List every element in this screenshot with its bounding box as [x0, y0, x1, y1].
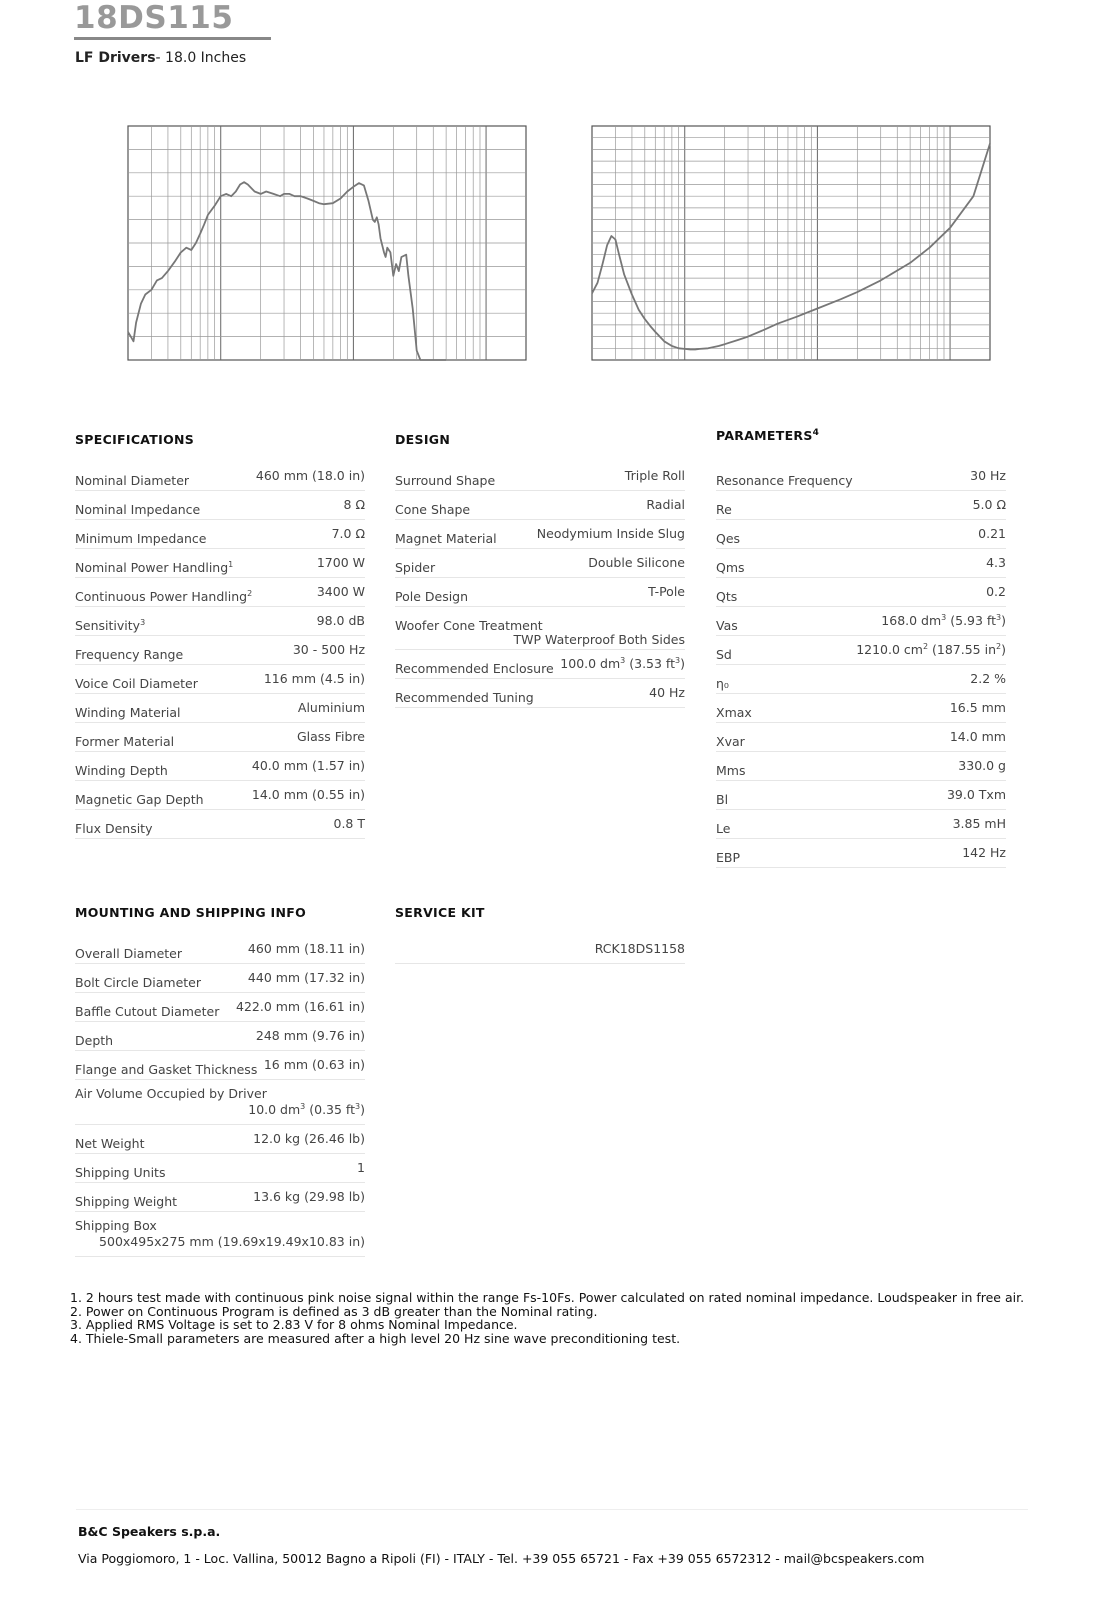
design-value-part: Radial	[646, 497, 685, 512]
design-label-text: Recommended Enclosure	[395, 661, 554, 676]
mounting-value	[99, 1234, 365, 1249]
mounting-value	[253, 1131, 365, 1146]
footnote-3: 3. Applied RMS Voltage is set to 2.83 V for 8 ohms Nominal Impedance.	[70, 1317, 518, 1332]
specifications-row	[75, 723, 365, 752]
parameters-label	[716, 589, 737, 604]
specifications-label-text: Continuous Power Handling	[75, 589, 248, 605]
parameters-value-part: 2	[922, 642, 929, 651]
design-label	[395, 531, 497, 546]
mounting-label	[75, 946, 182, 961]
mounting-value-part: 500x495x275 mm (19.69x19.49x10.83 in)	[99, 1234, 365, 1249]
design-value-part: (3.53 ft	[625, 656, 676, 672]
specifications-row	[75, 694, 365, 723]
frequency-response-chart	[106, 120, 546, 385]
parameters-label-text: Xmax	[716, 705, 752, 720]
specifications-value	[317, 555, 365, 570]
size-label: - 18.0 Inches	[155, 50, 247, 66]
design-value	[646, 497, 685, 512]
specifications-label	[75, 473, 189, 488]
specifications-row	[75, 520, 365, 549]
specifications-label	[75, 763, 168, 778]
mounting-row	[75, 1183, 365, 1212]
design-label-text: Recommended Tuning	[395, 690, 534, 705]
parameters-label	[716, 531, 740, 546]
mounting-value-part: 248 mm (9.76 in)	[255, 1028, 365, 1043]
specifications-value-part: Aluminium	[297, 700, 365, 715]
parameters-value-part: )	[1001, 613, 1006, 629]
impedance-svg	[570, 120, 1010, 385]
mounting-value-part: 3	[355, 1102, 361, 1111]
mounting-label	[75, 1165, 165, 1180]
parameters-value-part: 39.0 Txm	[946, 787, 1006, 802]
parameters-label	[716, 763, 745, 778]
parameters-value-part: 30 Hz	[970, 468, 1006, 483]
mounting-value-part: 1	[357, 1160, 365, 1175]
specifications-row	[75, 810, 365, 839]
specifications-value	[256, 468, 365, 483]
parameters-row	[716, 607, 1006, 636]
specifications-label	[75, 531, 206, 546]
specifications-label	[75, 792, 204, 807]
specifications-label-text: Magnetic Gap Depth	[75, 792, 204, 807]
specifications-value	[332, 526, 365, 541]
parameters-value	[986, 555, 1006, 570]
parameters-row	[716, 723, 1006, 752]
design-row	[395, 520, 685, 549]
design-value-part: Neodymium Inside Slug	[536, 526, 685, 541]
parameters-value-part: 142 Hz	[962, 845, 1006, 860]
parameters-label	[716, 618, 738, 633]
specifications-value-part: Glass Fibre	[296, 729, 365, 744]
mounting-label	[75, 1062, 257, 1077]
parameters-label-text: Le	[716, 821, 731, 836]
specifications-label-text: Nominal Diameter	[75, 473, 190, 488]
design-row	[395, 491, 685, 520]
specifications-row	[75, 549, 365, 578]
parameters-value	[953, 816, 1006, 831]
mounting-row	[75, 935, 365, 964]
parameters-value-part: 330.0 g	[958, 758, 1006, 773]
parameters-label-text: Bl	[716, 792, 729, 807]
mounting-label-text: Shipping Units	[75, 1165, 166, 1180]
design-value	[514, 632, 686, 647]
specifications-value	[252, 758, 365, 773]
specifications-value-part: 30 - 500 Hz	[292, 642, 365, 657]
company-address: Via Poggiomoro, 1 - Loc. Vallina, 50012 Bagno a Ripoli (FI) - ITALY - Tel. +39 055 65721 - Fax +39 055 6572312 - mail@bcspeakers.com	[78, 1551, 925, 1566]
mounting-value-part: 422.0 mm (16.61 in)	[236, 999, 365, 1014]
parameters-value	[950, 700, 1006, 715]
parameters-row	[716, 462, 1006, 491]
service-kit-value: RCK18DS1158	[594, 941, 685, 956]
specifications-label	[75, 676, 198, 691]
mounting-value-part: 440 mm (17.32 in)	[247, 970, 365, 985]
mounting-value	[256, 1028, 365, 1043]
mounting-value	[248, 1102, 365, 1117]
footnote-4: 4. Thiele-Small parameters are measured after a high level 20 Hz sine wave preconditioning test.	[70, 1330, 681, 1346]
specifications-value-part: 14.0 mm (0.55 in)	[251, 787, 365, 802]
mounting-label	[75, 1136, 144, 1151]
model-title: 18DS115	[74, 0, 234, 36]
specifications-label-footnote: 3	[140, 618, 146, 627]
specifications-value	[334, 816, 366, 831]
specifications-label	[75, 560, 233, 575]
design-row	[395, 549, 685, 578]
mounting-row	[75, 993, 365, 1022]
parameters-value	[950, 729, 1006, 744]
parameters-value-part: 4.3	[986, 555, 1006, 570]
design-row	[395, 578, 685, 607]
parameters-label-text: η₀	[716, 676, 729, 691]
footnote-2: 2. Power on Continuous Program is defined as 3 dB greater than the Nominal rating.	[70, 1303, 598, 1319]
parameters-value-part: 168.0 dm	[881, 613, 942, 629]
parameters-value	[973, 497, 1006, 512]
design-value-part: 3	[620, 656, 626, 665]
title-underline	[74, 37, 271, 40]
specifications-table	[75, 462, 365, 839]
service-kit-table	[395, 935, 685, 964]
specifications-value	[264, 671, 365, 686]
parameters-value	[978, 526, 1006, 541]
specifications-label-footnote: 2	[247, 589, 253, 598]
parameters-label-text: Xvar	[716, 734, 745, 749]
parameters-value	[856, 642, 1006, 657]
design-value	[560, 656, 685, 671]
design-table	[395, 462, 685, 708]
design-label	[395, 618, 543, 633]
footnote-1: 1. 2 hours test made with continuous pink noise signal within the range Fs-10Fs. Power calculated on rated nominal impedance. Loudspeaker in free air.	[70, 1290, 1025, 1305]
parameters-value	[970, 671, 1006, 686]
design-row	[395, 462, 685, 491]
design-label	[395, 661, 554, 676]
mounting-label-text: Baffle Cutout Diameter	[75, 1004, 220, 1019]
parameters-label	[716, 647, 732, 662]
parameters-row	[716, 578, 1006, 607]
mounting-label-text: Shipping Box	[75, 1218, 157, 1233]
parameters-label	[716, 473, 853, 488]
design-label	[395, 589, 468, 604]
specifications-value	[298, 700, 365, 715]
design-label	[395, 502, 470, 517]
design-label	[395, 690, 534, 705]
design-value-part: T-Pole	[648, 584, 685, 599]
mounting-value	[253, 1189, 365, 1204]
mounting-value	[248, 941, 365, 956]
mounting-label-text: Bolt Circle Diameter	[75, 975, 202, 990]
mounting-row	[75, 1212, 365, 1257]
specifications-row	[75, 462, 365, 491]
specifications-value	[293, 642, 365, 657]
design-value	[625, 468, 685, 483]
parameters-title-text: PARAMETERS	[716, 428, 813, 444]
design-value-part: 3	[675, 656, 681, 665]
design-title: DESIGN	[395, 432, 451, 447]
specifications-value-part: 116 mm (4.5 in)	[263, 671, 365, 686]
parameters-value-part: )	[1001, 642, 1006, 658]
category-label: LF Drivers	[75, 50, 156, 66]
mounting-value-part: 3	[300, 1102, 306, 1111]
parameters-value-part: (5.93 ft	[946, 613, 997, 629]
design-label-text: Pole Design	[395, 589, 469, 604]
parameters-value-part: 3	[941, 613, 947, 622]
specifications-label-text: Minimum Impedance	[75, 531, 207, 546]
mounting-value-part: (0.35 ft	[305, 1102, 356, 1118]
specifications-row	[75, 752, 365, 781]
specifications-value-part: 0.8 T	[333, 816, 365, 831]
parameters-row	[716, 694, 1006, 723]
specifications-label-text: Flux Density	[75, 821, 153, 836]
footnotes	[70, 1291, 1024, 1345]
mounting-label-text: Depth	[75, 1033, 114, 1048]
parameters-label	[716, 676, 729, 691]
parameters-row	[716, 810, 1006, 839]
specifications-row	[75, 781, 365, 810]
impedance-chart	[570, 120, 1010, 385]
parameters-value-part: 1210.0 cm	[856, 642, 923, 658]
parameters-value-part: 3	[996, 613, 1002, 622]
mounting-value	[264, 1057, 365, 1072]
mounting-label	[75, 1218, 157, 1233]
parameters-value	[962, 845, 1006, 860]
subtitle	[75, 50, 246, 66]
parameters-value	[986, 584, 1006, 599]
parameters-label	[716, 734, 745, 749]
parameters-value-part: 2.2 %	[970, 671, 1006, 686]
specifications-value-part: 7.0 Ω	[331, 526, 365, 541]
design-label-text: Magnet Material	[395, 531, 497, 546]
parameters-label-text: Sd	[716, 647, 732, 662]
design-label-text: Cone Shape	[395, 502, 471, 517]
specifications-row	[75, 636, 365, 665]
design-value-part: 100.0 dm	[560, 656, 621, 672]
mounting-row	[75, 1125, 365, 1154]
service-kit-row	[395, 935, 685, 964]
mounting-row	[75, 964, 365, 993]
parameters-row	[716, 549, 1006, 578]
mounting-row	[75, 1051, 365, 1080]
design-value	[537, 526, 685, 541]
mounting-value	[357, 1160, 365, 1175]
mounting-label-text: Shipping Weight	[75, 1194, 178, 1209]
design-value-part: Double Silicone	[588, 555, 685, 570]
design-value	[588, 555, 685, 570]
specifications-row	[75, 491, 365, 520]
specifications-row	[75, 578, 365, 607]
parameters-title	[716, 428, 819, 443]
frequency-response-svg	[106, 120, 546, 385]
mounting-value	[236, 999, 365, 1014]
specifications-value-part: 98.0 dB	[316, 613, 365, 628]
mounting-table	[75, 935, 365, 1257]
parameters-value-part: 0.2	[986, 584, 1006, 599]
parameters-label	[716, 560, 745, 575]
mounting-label	[75, 1004, 219, 1019]
parameters-label-text: Qms	[716, 560, 745, 575]
parameters-value	[881, 613, 1006, 628]
parameters-label-text: Qts	[716, 589, 738, 604]
parameters-table	[716, 462, 1006, 868]
specifications-value-part: 460 mm (18.0 in)	[255, 468, 365, 483]
specifications-label-text: Nominal Impedance	[75, 502, 201, 517]
mounting-label	[75, 1194, 177, 1209]
mounting-value-part: 460 mm (18.11 in)	[247, 941, 365, 956]
parameters-value-part: 16.5 mm	[949, 700, 1006, 715]
parameters-row	[716, 665, 1006, 694]
parameters-value	[970, 468, 1006, 483]
mounting-value	[248, 970, 365, 985]
mounting-label-text: Overall Diameter	[75, 946, 183, 961]
specifications-row	[75, 665, 365, 694]
specifications-label-text: Winding Depth	[75, 763, 168, 778]
specifications-label-text: Former Material	[75, 734, 175, 749]
parameters-value-part: 5.0 Ω	[972, 497, 1006, 512]
footer-divider	[76, 1509, 1028, 1510]
specifications-label-text: Winding Material	[75, 705, 181, 720]
parameters-row	[716, 781, 1006, 810]
specifications-value	[317, 613, 365, 628]
design-value	[649, 685, 685, 700]
mounting-value-part: 13.6 kg (29.98 lb)	[253, 1189, 365, 1204]
parameters-label	[716, 792, 728, 807]
mounting-row	[75, 1154, 365, 1183]
design-label	[395, 560, 435, 575]
parameters-label	[716, 705, 752, 720]
specifications-value-part: 1700 W	[316, 555, 365, 570]
design-label-text: Woofer Cone Treatment	[395, 618, 543, 633]
mounting-title: MOUNTING AND SHIPPING INFO	[75, 905, 307, 920]
parameters-value	[947, 787, 1006, 802]
parameters-value-part: 2	[996, 642, 1002, 651]
company-name: B&C Speakers s.p.a.	[78, 1524, 221, 1539]
design-label-text: Surround Shape	[395, 473, 496, 488]
parameters-row	[716, 636, 1006, 665]
parameters-label	[716, 850, 740, 865]
design-row	[395, 650, 685, 679]
specifications-label-text: Sensitivity	[75, 618, 141, 634]
mounting-row	[75, 1022, 365, 1051]
specifications-label	[75, 821, 152, 836]
parameters-label	[716, 821, 730, 836]
parameters-row	[716, 491, 1006, 520]
mounting-label-text: Air Volume Occupied by Driver	[75, 1086, 267, 1101]
mounting-label	[75, 1033, 113, 1048]
mounting-value-part: 16 mm (0.63 in)	[263, 1057, 365, 1072]
design-label	[395, 473, 495, 488]
specifications-value	[297, 729, 365, 744]
parameters-row	[716, 839, 1006, 868]
specifications-label	[75, 705, 181, 720]
parameters-footnote: 4	[812, 428, 820, 438]
parameters-value-part: 14.0 mm	[949, 729, 1006, 744]
mounting-row	[75, 1080, 365, 1125]
parameters-row	[716, 520, 1006, 549]
specifications-value	[317, 584, 365, 599]
mounting-label-text: Flange and Gasket Thickness	[75, 1062, 258, 1077]
mounting-value-part: 12.0 kg (26.46 lb)	[253, 1131, 365, 1146]
design-row	[395, 679, 685, 708]
design-label-text: Spider	[395, 560, 436, 575]
specifications-value	[252, 787, 365, 802]
parameters-row	[716, 752, 1006, 781]
specifications-label	[75, 618, 145, 633]
parameters-value-part: 0.21	[978, 526, 1006, 541]
design-row	[395, 607, 685, 650]
specifications-label	[75, 734, 174, 749]
mounting-value-part: 10.0 dm	[248, 1102, 301, 1118]
specifications-title: SPECIFICATIONS	[75, 432, 195, 447]
parameters-label	[716, 502, 732, 517]
parameters-value-part: 3.85 mH	[952, 816, 1006, 831]
specifications-row	[75, 607, 365, 636]
parameters-label-text: EBP	[716, 850, 741, 865]
parameters-label-text: Re	[716, 502, 732, 517]
specifications-label-footnote: 1	[228, 560, 234, 569]
service-kit-title: SERVICE KIT	[395, 905, 485, 920]
parameters-label-text: Resonance Frequency	[716, 473, 853, 488]
mounting-label	[75, 1086, 267, 1101]
design-value-part: Triple Roll	[624, 468, 685, 483]
mounting-value-part: )	[360, 1102, 365, 1118]
specifications-label-text: Nominal Power Handling	[75, 560, 229, 576]
specifications-label	[75, 502, 200, 517]
specifications-label-text: Voice Coil Diameter	[75, 676, 198, 691]
design-value-part: )	[680, 656, 685, 672]
specifications-label-text: Frequency Range	[75, 647, 184, 662]
specifications-label	[75, 589, 252, 604]
mounting-label	[75, 975, 201, 990]
design-value	[648, 584, 685, 599]
parameters-value	[958, 758, 1006, 773]
parameters-value-part: (187.55 in	[928, 642, 997, 658]
parameters-label-text: Qes	[716, 531, 741, 546]
mounting-label-text: Net Weight	[75, 1136, 145, 1151]
specifications-value-part: 8 Ω	[343, 497, 365, 512]
parameters-label-text: Vas	[716, 618, 738, 633]
specifications-value	[344, 497, 365, 512]
specifications-label	[75, 647, 183, 662]
specifications-value-part: 3400 W	[316, 584, 365, 599]
design-value-part: 40 Hz	[649, 685, 685, 700]
design-value-part: TWP Waterproof Both Sides	[513, 632, 685, 647]
parameters-label-text: Mms	[716, 763, 746, 778]
specifications-value-part: 40.0 mm (1.57 in)	[251, 758, 365, 773]
